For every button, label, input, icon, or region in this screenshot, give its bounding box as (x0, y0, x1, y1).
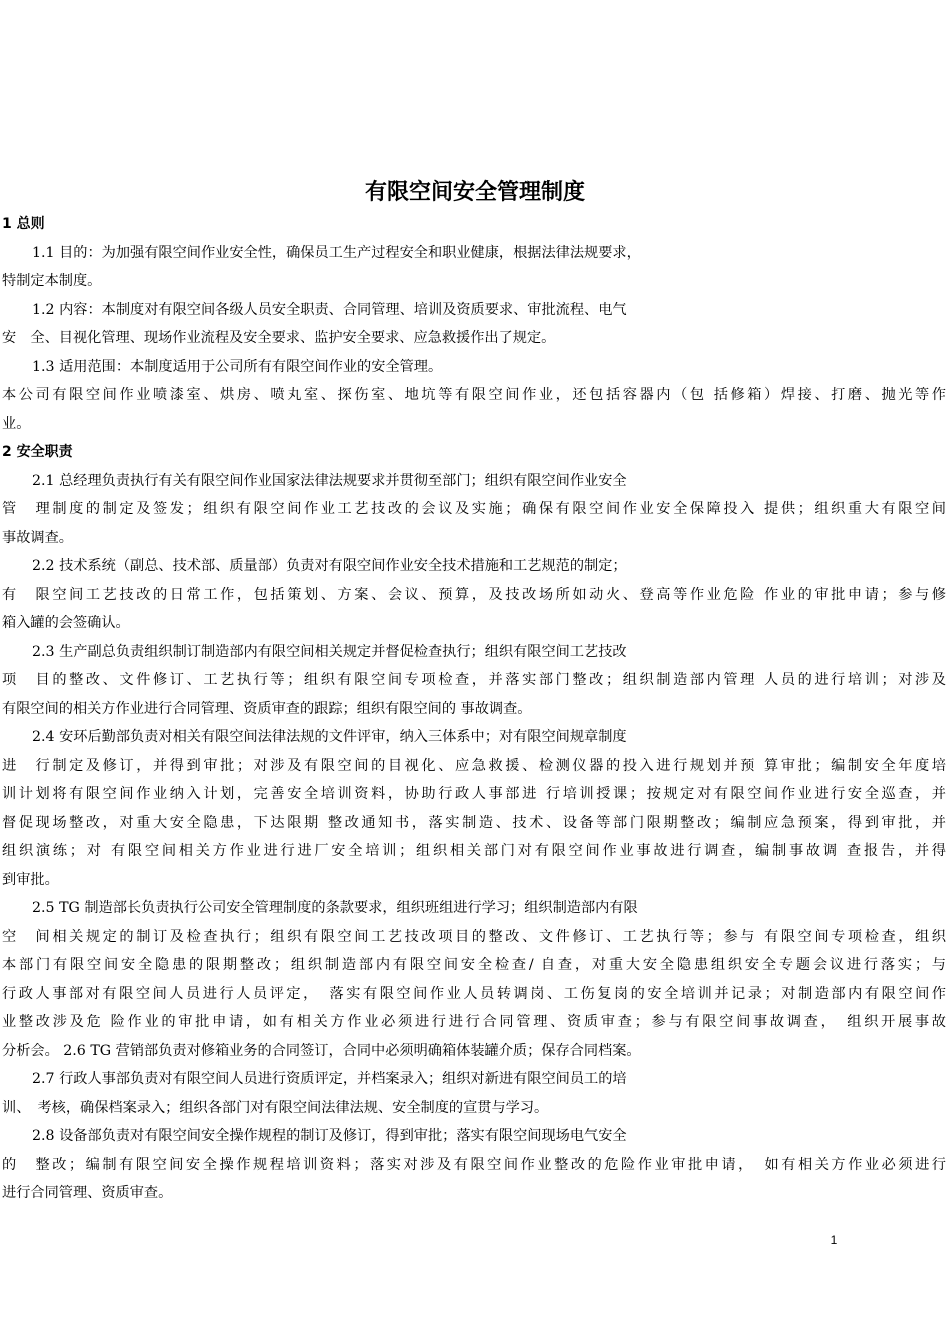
text-line: 项 目的整改、文件修订、工艺执行等；组织有限空间专项检查，并落实部门整改；组织制造部内管理 人员的进行培训；对涉及 (2, 672, 946, 688)
text-line: 事故调查。 (2, 529, 73, 546)
text-line: 1.3 适用范围：本制度适用于公司所有有限空间作业的安全管理。 (32, 358, 443, 375)
text-line: 分析会。 2.6 TG 营销部负责对修箱业务的合同签订，合同中必须明确箱体装罐介质；保存合同档案。 (2, 1042, 641, 1059)
text-line: 训、 考核，确保档案录入；组织各部门对有限空间法律法规、安全制度的宣贯与学习。 (2, 1099, 549, 1116)
text-line: 2.1 总经理负责执行有关有限空间作业国家法律法规要求并贯彻至部门；组织有限空间作业安全 (32, 472, 627, 489)
text-line: 1.1 目的：为加强有限空间作业安全性，确保员工生产过程安全和职业健康，根据法律法规要求， (32, 244, 641, 261)
text-line: 空 间相关规定的制订及检查执行；组织有限空间工艺技改项目的整改、文件修订、工艺执行等；参与 有限空间专项检查，组织 (2, 928, 946, 945)
section-heading: 1 总则 (2, 216, 45, 232)
text-line: 特制定本制度。 (2, 273, 102, 289)
text-line: 2.3 生产副总负责组织制订制造部内有限空间相关规定并督促检查执行；组织有限空间工艺技改 (32, 643, 627, 660)
text-line: 进 行制定及修订，并得到审批；对涉及有限空间的目视化、应急救援、检测仪器的投入进行规划并预 算审批；编制安全年度培 (2, 757, 946, 774)
text-line: 到审批。 (2, 871, 59, 888)
text-line: 进行合同管理、资质审查。 (2, 1185, 173, 1201)
text-line: 的 整改；编制有限空间安全操作规程培训资料；落实对涉及有限空间作业整改的危险作业审批申请， 如有相关方作业必须进行 (2, 1156, 946, 1173)
text-line: 督促现场整改，对重大安全隐患，下达限期 整改通知书，落实制造、技术、设备等部门限期整改；编制应急预案，得到审批，并 (2, 814, 946, 831)
text-line: 2.5 TG 制造部长负责执行公司安全管理制度的条款要求，组织班组进行学习；组织制造部内有限 (32, 900, 638, 916)
text-line: 有 限空间工艺技改的日常工作，包括策划、方案、会议、预算，及技改场所如动火、登高等作业危险 作业的审批申请；参与修 (2, 586, 946, 603)
text-line: 管 理制度的制定及签发；组织有限空间作业工艺技改的会议及实施；确保有限空间作业安全保障投入 提供；组织重大有限空间 (2, 501, 946, 517)
text-line: 训计划将有限空间作业纳入计划，完善安全培训资料，协助行政人事部进 行培训授课；按规定对有限空间作业进行安全巡查，并 (2, 786, 946, 802)
text-line: 2.8 设备部负责对有限空间安全操作规程的制订及修订，得到审批；落实有限空间现场电气安全 (32, 1128, 627, 1144)
text-line: 行政人事部对有限空间人员进行人员评定， 落实有限空间作业人员转调岗、工伤复岗的安全培训并记录；对制造部内有限空间作 (2, 985, 946, 1002)
text-line: 安 全、目视化管理、现场作业流程及安全要求、监护安全要求、应急救援作出了规定。 (2, 330, 556, 346)
text-line: 有限空间的相关方作业进行合同管理、资质审查的跟踪；组织有限空间的 事故调查。 (2, 700, 532, 717)
text-line: 2.7 行政人事部负责对有限空间人员进行资质评定，并档案录入；组织对新进有限空间员工的培 (32, 1071, 627, 1087)
text-line: 1.2 内容：本制度对有限空间各级人员安全职责、合同管理、培训及资质要求、审批流程、电气 (32, 301, 627, 318)
text-line: 业整改涉及危 险作业的审批申请，如有相关方作业必须进行进行合同管理、资质审查；参与有限空间事故调查， 组织开展事故 (2, 1014, 946, 1030)
text-line: 2.4 安环后勤部负责对相关有限空间法律法规的文件评审，纳入三体系中；对有限空间规章制度 (32, 729, 627, 745)
text-line: 组织演练；对 有限空间相关方作业进行进厂安全培训；组织相关部门对有限空间作业事故进行调查，编制事故调 查报告，并得 (2, 843, 946, 859)
text-line: 本部门有限空间安全隐患的限期整改；组织制造部内有限空间安全检查/ 自查，对重大安全隐患组织安全专题会议进行落实；与 (2, 957, 946, 973)
text-line: 2.2 技术系统（副总、技术部、质量部）负责对有限空间作业安全技术措施和工艺规范的制定； (32, 558, 627, 574)
text-line: 箱入罐的会签确认。 (2, 615, 130, 631)
page-title: 有限空间安全管理制度 (364, 180, 585, 205)
section-heading: 2 安全职责 (2, 444, 73, 460)
page-number: 1 (830, 1233, 838, 1247)
text-line: 本公司有限空间作业喷漆室、烘房、喷丸室、探伤室、地坑等有限空间作业，还包括容器内（包 括修箱）焊接、打磨、抛光等作 (2, 387, 946, 403)
text-line: 业。 (2, 415, 31, 432)
document-body (2, 210, 946, 1208)
